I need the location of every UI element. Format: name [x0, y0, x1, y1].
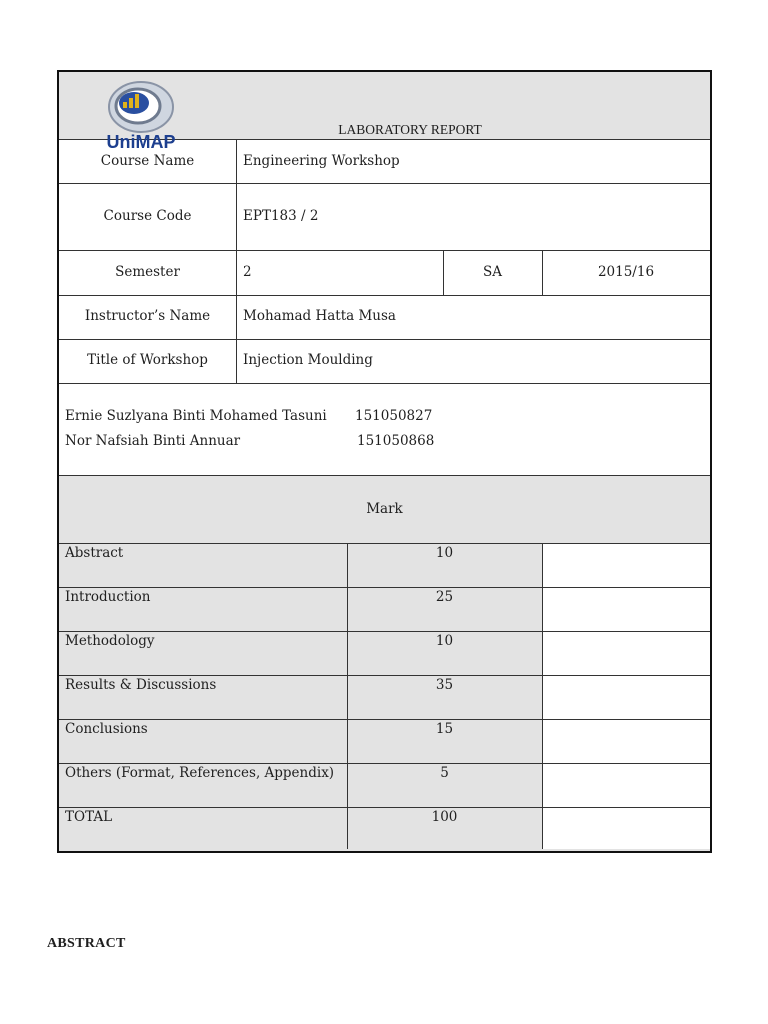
criterion-label: Introduction [65, 589, 151, 605]
course-name-value: Engineering Workshop [243, 153, 400, 169]
instructor-label: Instructor’s Name [84, 308, 211, 324]
row-divider [59, 763, 710, 764]
row-divider [59, 631, 710, 632]
row-divider [59, 587, 710, 588]
semester-label: Semester [115, 264, 180, 280]
row-divider [59, 543, 710, 544]
course-code-value: EPT183 / 2 [243, 208, 319, 224]
logo-bar [123, 102, 127, 108]
unimap-logo [103, 78, 179, 154]
course-name-label: Course Name [100, 153, 195, 169]
row-divider [59, 183, 710, 184]
workshop-value: Injection Moulding [243, 352, 373, 368]
workshop-label: Title of Workshop [87, 352, 208, 368]
row-divider [59, 295, 710, 296]
sa-label: SA [483, 264, 502, 280]
criterion-max-mark: 10 [435, 633, 454, 649]
mark-heading: Mark [366, 501, 403, 517]
criterion-max-mark: 25 [435, 589, 454, 605]
semester-value: 2 [243, 264, 252, 280]
student-id: 151050827 [355, 408, 433, 424]
mark-col-score [542, 543, 710, 849]
row-divider [59, 719, 710, 720]
criterion-label: Conclusions [65, 721, 148, 737]
total-label: TOTAL [65, 809, 113, 825]
logo-wordmark: UniMAP [106, 132, 176, 152]
row-divider [59, 383, 710, 384]
student-name: Nor Nafsiah Binti Annuar [65, 433, 241, 449]
student-id: 151050868 [357, 433, 435, 449]
criterion-label: Abstract [65, 545, 124, 561]
students-area [59, 383, 710, 475]
abstract-heading: ABSTRACT [47, 936, 126, 951]
course-info-area [59, 139, 710, 383]
page-title: LABORATORY REPORT [338, 122, 482, 137]
logo-bar [129, 98, 133, 108]
sa-value: 2015/16 [597, 264, 655, 280]
course-code-label: Course Code [103, 208, 192, 224]
total-max-mark: 100 [431, 809, 458, 825]
row-divider [59, 339, 710, 340]
row-divider [59, 475, 710, 476]
row-divider [59, 675, 710, 676]
student-name: Ernie Suzlyana Binti Mohamed Tasuni [65, 408, 327, 424]
criterion-max-mark: 35 [435, 677, 454, 693]
row-divider [59, 807, 710, 808]
row-divider [59, 250, 710, 251]
criterion-label: Methodology [65, 633, 155, 649]
instructor-value: Mohamad Hatta Musa [243, 308, 396, 324]
logo-bar [135, 94, 139, 108]
criterion-label: Results & Discussions [65, 677, 217, 693]
criterion-label: Others (Format, References, Appendix) [65, 765, 335, 781]
column-divider [236, 139, 237, 383]
criterion-max-mark: 10 [435, 545, 454, 561]
column-divider [542, 543, 543, 849]
criterion-max-mark: 5 [440, 765, 449, 781]
criterion-max-mark: 15 [435, 721, 454, 737]
